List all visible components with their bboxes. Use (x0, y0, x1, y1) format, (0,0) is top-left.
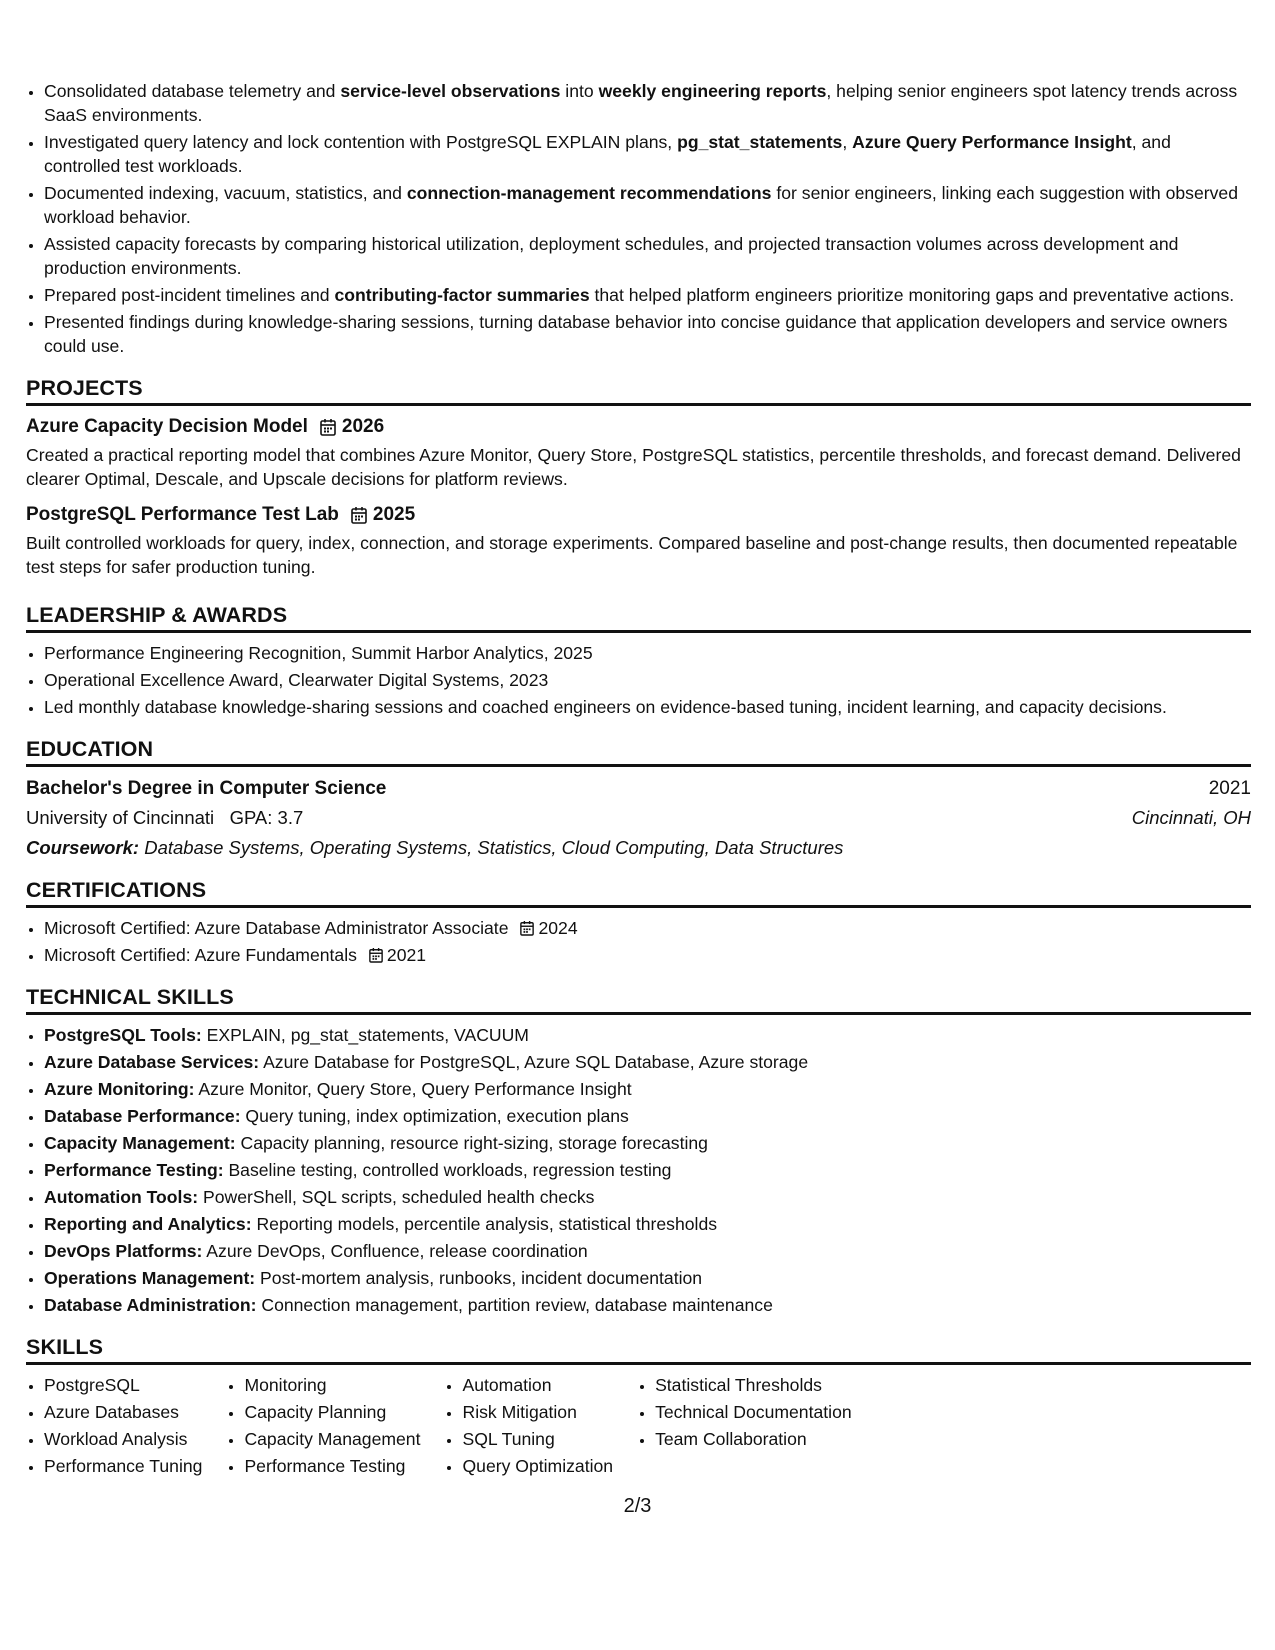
resume-page (26, 79, 1251, 1481)
technical-skills-heading: TECHNICAL SKILLS (26, 984, 1251, 1015)
skill-item: • Performance Testing (244, 1454, 420, 1478)
skills-column (444, 1373, 613, 1481)
skill-item: • Capacity Planning (244, 1400, 420, 1424)
education-school-row (26, 803, 1251, 833)
experience-bullet: • Consolidated database telemetry and service-level observations into weekly engineering reports, helping senior engineers spot latency trends across SaaS environments. (44, 79, 1251, 127)
technical-skills-list (26, 1023, 1251, 1317)
technical-skill-item: • Reporting and Analytics: Reporting models, percentile analysis, statistical thresholds (44, 1212, 1251, 1236)
calendar-icon (351, 506, 367, 524)
graduation-year: 2021 (1208, 778, 1251, 799)
certification-name: Microsoft Certified: Azure Fundamentals (44, 945, 357, 965)
project-year: 2026 (341, 416, 385, 437)
project-name: PostgreSQL Performance Test Lab (26, 504, 339, 525)
school-and-gpa: University of Cincinnati GPA: 3.7 (26, 807, 304, 828)
skill-item: • Azure Databases (44, 1400, 202, 1424)
leadership-item: • Performance Engineering Recognition, Summit Harbor Analytics, 2025 (44, 641, 1251, 665)
skill-item: • Automation (462, 1373, 613, 1397)
education-heading: EDUCATION (26, 736, 1251, 767)
skill-item: • Workload Analysis (44, 1427, 202, 1451)
technical-skill-item: • Database Performance: Query tuning, index optimization, execution plans (44, 1104, 1251, 1128)
experience-bullet: • Prepared post-incident timelines and contributing-factor summaries that helped platform engineers prioritize monitoring gaps and preventative actions. (44, 283, 1251, 307)
calendar-icon (520, 920, 534, 936)
project-name: Azure Capacity Decision Model (26, 416, 308, 437)
skill-item: • SQL Tuning (462, 1427, 613, 1451)
experience-bullet: • Presented findings during knowledge-sharing sessions, turning database behavior into concise guidance that application developers and service owners could use. (44, 310, 1251, 358)
technical-skill-item: • DevOps Platforms: Azure DevOps, Confluence, release coordination (44, 1239, 1251, 1263)
experience-bullet-list (26, 79, 1251, 358)
calendar-icon (320, 418, 336, 436)
degree-name: Bachelor's Degree in Computer Science (26, 778, 387, 799)
school-location: Cincinnati, OH (1131, 807, 1251, 828)
experience-bullet: • Documented indexing, vacuum, statistics, and connection-management recommendations for senior engineers, linking each suggestion with observed workload behavior. (44, 181, 1251, 229)
certifications-heading: CERTIFICATIONS (26, 877, 1251, 908)
skill-item: • PostgreSQL (44, 1373, 202, 1397)
certification-item (44, 943, 1251, 967)
coursework-label: Coursework: (26, 837, 140, 858)
technical-skill-item: • Capacity Management: Capacity planning, resource right-sizing, storage forecasting (44, 1131, 1251, 1155)
skill-item: • Technical Documentation (655, 1400, 852, 1424)
technical-skill-item: • Azure Monitoring: Azure Monitor, Query Store, Query Performance Insight (44, 1077, 1251, 1101)
certification-item (44, 916, 1251, 940)
skill-item: • Team Collaboration (655, 1427, 852, 1451)
certification-year: 2024 (538, 918, 578, 938)
technical-skill-item: • Database Administration: Connection management, partition review, database maintenance (44, 1293, 1251, 1317)
skill-item: • Performance Tuning (44, 1454, 202, 1478)
coursework (26, 833, 1251, 863)
skill-item: • Statistical Thresholds (655, 1373, 852, 1397)
skills-grid (26, 1373, 1251, 1481)
skills-column (637, 1373, 852, 1481)
skills-column (26, 1373, 202, 1481)
project-year: 2025 (372, 504, 416, 525)
projects-heading: PROJECTS (26, 375, 1251, 406)
leadership-item: • Operational Excellence Award, Clearwater Digital Systems, 2023 (44, 668, 1251, 692)
leadership-list (26, 641, 1251, 719)
skills-heading: SKILLS (26, 1334, 1251, 1365)
coursework-list: Database Systems, Operating Systems, Statistics, Cloud Computing, Data Structures (139, 837, 844, 858)
project-title (26, 414, 1251, 440)
calendar-icon (369, 947, 383, 963)
skill-item: • Capacity Management (244, 1427, 420, 1451)
skill-item: • Risk Mitigation (462, 1400, 613, 1424)
certification-name: Microsoft Certified: Azure Database Administrator Associate (44, 918, 509, 938)
skills-column (226, 1373, 420, 1481)
technical-skill-item: • Performance Testing: Baseline testing, controlled workloads, regression testing (44, 1158, 1251, 1182)
technical-skill-item: • Azure Database Services: Azure Database for PostgreSQL, Azure SQL Database, Azure storage (44, 1050, 1251, 1074)
project-description: Built controlled workloads for query, index, connection, and storage experiments. Compared baseline and post-change results, then documented repeatable test steps for safer production tuning. (26, 533, 1238, 577)
experience-bullet: • Investigated query latency and lock contention with PostgreSQL EXPLAIN plans, pg_stat_statements, Azure Query Performance Insight, and controlled test workloads. (44, 130, 1251, 178)
skill-item: • Query Optimization (462, 1454, 613, 1478)
project-description: Created a practical reporting model that combines Azure Monitor, Query Store, PostgreSQL statistics, percentile thresholds, and forecast demand. Delivered clearer Optimal, Descale, and Upscale decisions for platform reviews. (26, 445, 1241, 489)
technical-skill-item: • Operations Management: Post-mortem analysis, runbooks, incident documentation (44, 1266, 1251, 1290)
leadership-item: • Led monthly database knowledge-sharing sessions and coached engineers on evidence-based tuning, incident learning, and capacity decisions. (44, 695, 1251, 719)
leadership-heading: LEADERSHIP & AWARDS (26, 602, 1251, 633)
experience-bullet: • Assisted capacity forecasts by comparing historical utilization, deployment schedules, and projected transaction volumes across development and production environments. (44, 232, 1251, 280)
certifications-list (26, 916, 1251, 967)
education-degree-row (26, 775, 1251, 803)
page-number: 2/3 (623, 1495, 652, 1517)
technical-skill-item: • PostgreSQL Tools: EXPLAIN, pg_stat_statements, VACUUM (44, 1023, 1251, 1047)
certification-year: 2021 (386, 945, 427, 965)
project-title (26, 502, 1251, 528)
technical-skill-item: • Automation Tools: PowerShell, SQL scripts, scheduled health checks (44, 1185, 1251, 1209)
skill-item: • Monitoring (244, 1373, 420, 1397)
